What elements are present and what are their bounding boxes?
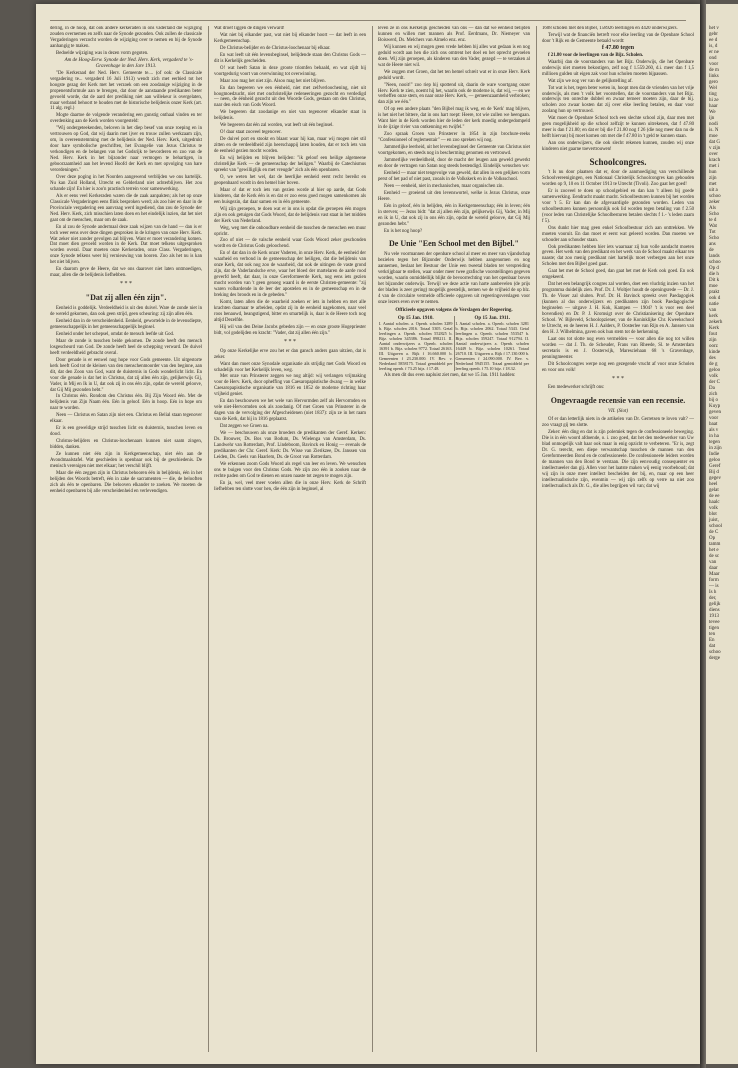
paragraph: Wat zijn we nog ver van de gelijkstelling af.	[548, 78, 633, 84]
amount-line: f 47.80 tegen	[601, 44, 635, 51]
adjacent-page-line: zekerh	[709, 320, 723, 325]
adjacent-page-line: voor	[709, 416, 719, 421]
paragraph: Op onze Kerkelijke erve zou het er dan gansch anders gaan uitzien, dat is zeker.	[214, 348, 366, 360]
adjacent-page-line: links	[709, 74, 719, 79]
table-row	[378, 321, 530, 371]
adjacent-page-line: We	[709, 110, 716, 115]
adjacent-page-line: geven	[709, 410, 721, 415]
paragraph: O! wat heeft Satan in deze groote triomfen behaald, en wat zijdt hij voortgedurig voort van overwinning tot overwinning.	[214, 65, 366, 77]
adjacent-page-line: in zijn	[709, 446, 722, 451]
paragraph: Nu vele voormannen der openbare school al meer en meer van vijandschap bezielen tegen het Bijzonder Onderwijs hebben aangenomen en nog aannemen, beslaat het Bestuur der Unie een tweetal bladen ter verspreiding verkrijgbaar te stellen, waar onder meer twee grafische voorstellingen gegeven worden, waarin onmiddellijk blijkt de bevoorrechting van het openbaar boven het bijzonder onderwijs. Terwijl we deze actie van harte aanbevelen (de prijs der bladen is zeer gering) mogelijk geestelijk, nemen we de vrijheid de op blz. 4 van de circulaire vermelde officieele opgaven uit regeeringsverslagen voor onze lezers even over te nemen.	[378, 252, 530, 306]
adjacent-page-line: form	[709, 578, 719, 583]
paragraph: En wat leeft uit één levensbeginsel, belijdende staan den Christus Gods — dit is Kerkelijk gescheiden.	[214, 52, 366, 64]
paragraph: Maar die één zeggen zijn in Christus behooren één in belijdenis, één in het belijden des Woords betreft, één in zake de sacramenten — die, de belooften zich als één te openbaren. Die belooven elkander te zoeken. We moeten de eenheid openbaren bij alle verscheidenheid en verlevendigen.	[50, 470, 202, 494]
paragraph: "Wij ondergeteekenden, beloven in het diep besef van onze roeping en in vertrouwen op God, dat wij daarin met ijver en trouw zullen werkzaam zijn, om, in overeenstemming met de belijdenis der Ned. Herv. Kerk, uitgedrukt door hare symbolische geschriften, het Evangelie van Jezus Christus te verkondigen en de belangen van het Godsrijk te bevorderen en zoo van de Ned. Herv. Kerk in het bijzonder naar vermogen te behartigen, in geboorzaamheid aan het levend Hoofd der Kerk en met opvolging van hare verordeningen."	[50, 126, 202, 174]
adjacent-page-line: tevee	[709, 620, 720, 625]
paragraph: Wat moet de Openbare School toch een slechte school zijn, daar men met geen mogelijkheid op die school zelfzijt te kunnen uitrekenen, dat f 47.80 meer is dan f 21.80; en dat er bij die f 21.80 nog f 26 (die nog meer dan nu de helft hiervan) bij moet komen om met die f 47.80 in 't geld te kunnen staan.	[542, 116, 694, 140]
adjacent-page-line: tigen	[709, 626, 719, 631]
adjacent-page-line: Geref	[709, 464, 721, 469]
adjacent-page-line: schoo	[709, 650, 721, 655]
table-cell: I. Aantal scholen. a. Openb. scholen 3289 b. Bijz. scholen 2016. Totaal 5305. Getal leerlingen a. Openb. scholen 552825 b. Bijz. scholen 345386. Totaal 898211. II. Aantal onderwijzers a. Openb. scholen 16391 b. Bijz. scholen 9772. Totaal 26163. III. Uitgaven a. Rijk f 16.660.000 b. Gemeenten f 23.230.000. IV. Bev. v. Nederland 5858175. Totaal gemiddeld per leerling openb. f 73.25 bijz. f 17.48.	[379, 320, 453, 371]
paragraph: Dat zeggen we Groen na.	[220, 424, 269, 430]
table-header: Op 15 Jan. 1910.	[378, 316, 454, 321]
column-4	[542, 26, 694, 1052]
adjacent-page-line: ond	[709, 56, 717, 61]
adjacent-page-line: gelijk	[709, 602, 721, 607]
paragraph: Terwijl wat de financiën betreft voor elke leerling van de Openbare School door 't Rijk en de Gemeente betaald wordt:	[542, 32, 694, 44]
adjacent-page-line: lands	[709, 254, 720, 259]
adjacent-page-line: kinde	[709, 350, 721, 355]
paragraph: En ja, wel, veel meer voelen allen die in onze Herv. Kerk de Schrift liefhebben ten slotte voor hen, die één zijn in beginsel, al	[214, 480, 366, 492]
paragraph: Gaat het met de School goed, dan gaat het met de Kerk ook goed. En ook omgekeerd.	[542, 269, 694, 281]
adjacent-page-line: Scho	[709, 236, 719, 241]
table-caption: Officieele opgaven volgens de Verslagen der Regeering.	[395, 308, 513, 314]
adjacent-page-line: moe	[709, 284, 718, 289]
adjacent-page-line: Kuyp	[709, 404, 721, 409]
adjacent-page-line: prakt	[709, 290, 720, 295]
adjacent-page-line: het v	[709, 26, 719, 31]
adjacent-page-line: is. N	[709, 128, 719, 133]
adjacent-page-line: des	[709, 356, 716, 361]
paragraph: Er is zooveel te doen op schoolgebied en dan kan 't alleen bij goede samenwerking. Eendracht maakt macht. Schoolbesturen kunnen bij het worden voor 't 5. Er kan dan de afgevaardigde gezonden worden. Leden van schoolbesturen kunnen persoonlijk ook lid worden tegen betaling van f 2.50 (voor leden van Christelijke Schoolbesturen betalen slechts f 1.- 's leden zaam f 5).	[542, 188, 694, 224]
paragraph: We — beschouwen als onze broeders de predikanten der Geref. Kerken: Ds. Brouwer, Ds. Bos van Bodum, Ds. Wielenga van Amsterdam, Ds. Landwehr van Rotterdam, Prof. Lindeboom, Bavinck en Honig — evenals de predikanten der Chr. Geref. Kerk: Ds. Wisse van Zierikzee, Ds. Janssen van Leiden, Ds. Geels van Haarlem, Ds. de Groot van Rotterdam.	[214, 431, 366, 460]
article-title: Schoolcongres.	[589, 157, 647, 168]
adjacent-page-line: haar	[709, 104, 718, 109]
newspaper-page	[36, 4, 700, 1064]
adjacent-page-line: gegev	[709, 476, 721, 481]
adjacent-page-line: heel	[709, 482, 718, 487]
adjacent-page-line: Tot	[709, 230, 716, 235]
paragraph: Eenheid — groeiend uit den levenswortel, welke is Jezus Christus, onze Heere.	[378, 190, 530, 202]
adjacent-page-line: volk	[709, 374, 718, 379]
column-1	[50, 26, 202, 1052]
adjacent-page-line: zich	[709, 392, 718, 397]
paragraph: dering, in de hoop, dat ook andere kerkeraden in ons vaderland die wijziging zouden overnemen en zelfs naar de Synode gezonden. Ook zullen de classicale Vergaderingen verzocht worden de wijziging over te nemen en bij de Synode aanhangig te maken.	[50, 26, 202, 49]
paragraph: Ook predikanten hebben hier iets waarnaar zij hun volle aandacht moeten geven. Het werk van den predikant en het werk van de School maakt elkaar ten naaste; dat zoo menig predikant niet hartelijk moet verbergen aan het onze Scholen met den Bijbel goed gaat.	[542, 244, 694, 268]
paragraph: Jammerlijke verdeeldheid, door de macht der leugen aan geweld gewerkt en door de vertragen van Satan nog steeds bestendigd. Eindelijk wenschen we:	[378, 158, 530, 169]
column-rule	[372, 26, 373, 1052]
adjacent-page-line: gebr	[709, 32, 718, 37]
adjacent-page-line: zijn	[709, 338, 717, 343]
paragraph: En o! dat dan in de Kerk onzer Vaderen, in onze Herv. Kerk, de eenheid der waarheid en verbond in de gemeenschap der heiligen, dat die belijdenis van onze Kerk, dat ook nog zoo de waarheid, dat ook de uitingen de vaste grond zijn, dat de Vaderlandsche erve, waar het bloed der martelaren de aarde rood geverfd heeft, dat daar, in onze Gereformeerde Kerk, nog eens iets gezien mocht worden van 't geen genoeg waard is de eerste Christen-gemeente: "zij waren volhardende in de leer der apostelen en in de gemeenschap en in de breking des broods en in de gebeden."	[214, 251, 366, 299]
adjacent-page-line: de g	[709, 362, 718, 367]
paragraph: En al zou de Synode andermaal deze zaak wijzen van de hand — dan is er toch weer eens over deze dingen gesproken in de kringen van onze Herv. Kerk. Wat zeker niet zonder gevolgen zal blijven. Want er moet verandering komen. Dat moet dien gevoeld worden in de Kerk. Dat moet telkens uitgesproken worden overal. Daar moeten onze Kerkeraden, onze Class. Vergaderingen, onze Synode telkens weer bij vernieuwing van hooren. Zoo als het nu is kan het niet blijven.	[50, 224, 202, 266]
paragraph: Wat droef liggen de dingen verward!	[214, 26, 285, 31]
paragraph: Wij zijn geroepen, te doen wat er in ons is opdat die geroepen één mogen zijn en ook getuigen dat Gods Woord, dat de belijdenis vast staat in het midden der Kerk van Nederland.	[214, 206, 366, 224]
adjacent-page-edge	[706, 4, 738, 1064]
column-rule	[536, 26, 537, 1052]
adjacent-page-line: Dit k	[709, 278, 720, 283]
paragraph: Eenheid — maar niet tengevolge van geweld, dat allen in een gelijken vorm perst of het pad of niet past, zooals in de Volkskerk en in de Volksschool.	[378, 170, 530, 182]
paragraph: Door genade is er eenwel nog hope voor Gods gemeente. Uit uitgestorte kerk heeft God tot de kleinen van den menschenmoorder van den beginne, aan dit, dat den Zoon van God, want de duisternis in Gods wonderlicht licht. En voor die genade is dat het in Christus, dat zij allen één zijn, gelijkerwijs Gij, Vader, in Mij en Ik in U, dat ook zij in ons één zijn, opdat de wereld geloove, dat Gij Mij gezonden hebt."	[50, 357, 202, 393]
paragraph: Zoo of niet — de valsche eenheid waar Gods Woord zeker geschonden wordt en de Christus Gods geloochend.	[214, 238, 366, 250]
adjacent-page-line: zeker	[709, 200, 720, 205]
paragraph: En dan beschouwen we het wele van Hervormden zelf als Hervormden en vele niet-Hervormden ook als zoodanig. Of met Groen van Prinsterer in de dagen van de vervolging der Afgescheidenen (niet 1837): zijn ze in het raam van de Kerk, dat hij in 1816 geplaatst.	[214, 399, 366, 423]
paragraph: Dit Schoolcongres werpe nog een gezegende vrucht af voor onze Scholen en voor ons volk!	[542, 361, 694, 373]
adjacent-page-line: natie	[709, 302, 719, 307]
paragraph: Of op een andere plaats "den Bijbel mag ik weg, en de 'Kerk' mag blijven, is het niet het bittere, dat in ons hart roept: Heere, tot wie zullen we heengaan. Want hier in de Kerk worden hier de leden der kerk moedig ondergedompeld in de ijzige rivier van ontkenning en twijfel."	[378, 107, 530, 131]
paragraph: Christus-belijders en Christus-loochenaars kunnen niet saam zingen, bidden, danken.	[50, 439, 202, 451]
paragraph: Over deze poging in het Noorden aangewend verblijden we ons hartelijk. Nu kan Zuid Holland, Utrecht en Gelderland niet achterblijven. Het zou schande zijn! En hier is zoo'n practisch terrein voor samenwerking.	[50, 174, 202, 192]
adjacent-page-line: geloo	[709, 368, 721, 373]
adjacent-page-line: gelat	[709, 488, 719, 493]
adjacent-page-line: die h	[709, 272, 719, 277]
adjacent-page-line: Wel	[709, 86, 717, 91]
paragraph: We begeeren dat zoodanige en niet van tegenover elkander staat in belijdenis.	[214, 110, 366, 122]
adjacent-page-line: ook d	[709, 296, 721, 301]
paragraph: Zoo spraak Groen van Prinsterer in 1854 in zijn brochure-reeks "Confessioneel of reglementair" — en zoo spreken wij nog.	[378, 132, 530, 144]
adjacent-page-line: gero	[709, 80, 718, 85]
adjacent-page-line: Indie	[709, 452, 720, 457]
adjacent-page-line: ee d	[709, 38, 718, 43]
adjacent-page-line: volk	[709, 506, 718, 511]
paragraph: Er is een geweldige strijd tusschen licht en duisternis, tusschen leven en dood.	[50, 426, 202, 438]
adjacent-page-line: blot	[709, 512, 717, 517]
adjacent-page-line: moe	[709, 134, 718, 139]
table-header: Op 15 Jan. 1911.	[474, 315, 510, 321]
paragraph: Met onze van Prinsterer zeggen we nog altijd: wij verlangen vrijmaking voor de Herv. Kerk, door opheffing van Caesaropapistische dwang — in welke Caesaropapistische organisatie van 1816 en 1852 de moderne richting haar vrijheid geniet.	[214, 374, 366, 398]
section-divider: * * *	[120, 281, 132, 288]
section-divider: * * *	[612, 375, 624, 382]
paragraph: In Christus één. Rondom den Christus één. Bij Zijn Woord één. Met de belijdenis van Zijn Naam één. Eén in geloof. Eén in hoop. Eén in hope om naar te worden.	[50, 394, 202, 412]
article-title: De Unie "Een School met den Bijbel."	[389, 239, 519, 249]
adjacent-page-line: is, d	[709, 44, 718, 49]
paragraph: O, we weten het wel, dat de heerlijke eenheid eerst recht bereikt en geopenbaard wordt in den hemel hier boven.	[214, 174, 366, 186]
adjacent-page-line: Maar	[709, 572, 720, 577]
adjacent-page-line: Op	[709, 536, 716, 541]
adjacent-page-line: van	[709, 560, 717, 565]
adjacent-page-line: nodi	[709, 122, 718, 127]
adjacent-page-line: der,	[709, 596, 717, 601]
adjacent-page-line: Op d	[709, 266, 719, 271]
adjacent-page-line: Is h	[709, 590, 717, 595]
adjacent-page-line: juist,	[709, 518, 719, 523]
paragraph: Bedoelde wijziging was in dezen vorm gegoten.	[56, 50, 149, 56]
paragraph: En is het nog hoop?	[384, 228, 423, 234]
adjacent-page-line: tegen	[709, 440, 720, 445]
adjacent-page-line: als v	[709, 428, 719, 433]
article-subtitle: VII. (Slot)	[608, 409, 628, 415]
adjacent-page-line: Als	[709, 206, 716, 211]
paragraph: Aan ons onderwijzers, die ook slecht rekenen kunnen, zouden wij onze kinderen niet gaarne toevertrouwen!	[542, 141, 694, 153]
paragraph: De duivel port en stookt en blaast waar hij kan, maar wij mogen niet stil zitten en de verdeeldheid zijn heerschappij laten houden, dat er toch iets van de eenheid gezien mocht worden.	[214, 137, 366, 155]
adjacent-page-line: derge	[709, 656, 721, 661]
paragraph: Of er dan letterlijk niets in de artikelen van Dr. Gerretsen te loven valt? — zoo vraagt gij ten slotte.	[542, 417, 694, 429]
paragraph: Een medewerker schrijft ons:	[548, 385, 605, 391]
paragraph: Als er eens veel Kerkeraden waren die de zaak aanpakten; als het op onze Classicale Vergaderingen eens flink besproken werd; als zoo hier en daar in de Provinciale vergadering een aanvraag werd ingediend, dan zou de Synode der Ned. Herv. Kerk, zich misschien laten doen en het eindelijk inzien, dat het niet gaat om de menschen, maar om de zaak.	[50, 193, 202, 223]
adjacent-page-line: bij o	[709, 398, 719, 403]
paragraph: Jammerlijke leerheid, uit het levensbeginsel der Gemeente van Christus niet voortgekomen, en steeds nog in bescherming genomen en vertrouwd.	[378, 145, 530, 157]
adjacent-page-line: ans	[709, 242, 716, 247]
paragraph: Mogte daartoe de volgende verandering een gunstig onthaal vinden en ter overdenking aan de Kerk worden voorgesteld:	[50, 113, 202, 125]
paragraph: Zeker: één ding en dat is zijn polemiek tegen de confessioneele beweging. Die is in één woord afdoende, o. i. zoo goed, dat het den medewerker van Uw blad onmogelijk valt haar ook maar in enig opzicht te verbeteren. "Er is, zegt Dr. G. terecht, een diepe verwantschap tusschen de mannen van den Gereformeerden Bond en de confessioneele. De confessioneele leiders worden de mannen van den Bond te verstaan. Die zijn eenvoudig consequenter en intellectueeler dan gij. Allen voor het laatste maken wij eenig voorbehoud; dat wij zijn in onze meer intellect bescheiden der bij, en, maar op een heer intellectualistische zijn, evenmin — wij zijn zelfs op verre na niet zoo intellectualisch als Dr. G., die alles begrijpen wil van; dat wij	[542, 430, 694, 489]
paragraph: En daarom geve de Heere, dat we ons daarover niet laten ontmoedigen, maar, allen die de belijdenis liefhebben.	[50, 267, 202, 279]
adjacent-page-line: — is	[709, 584, 719, 589]
adjacent-page-line: dat G	[709, 140, 720, 145]
adjacent-page-line: fout	[709, 332, 718, 337]
adjacent-page-line: hun	[709, 170, 717, 175]
article-title: Ongevraagde recensie van een recensie.	[550, 396, 686, 406]
paragraph: 1608 scholen met den Bijbel, 158926 leerlingen en 4420 onderwijzers.	[542, 26, 678, 31]
adjacent-page-line: Wat	[709, 224, 717, 229]
adjacent-page-line: Scho	[709, 212, 719, 217]
adjacent-page-line: over	[709, 152, 718, 157]
adjacent-page-line: te d	[709, 218, 717, 223]
adjacent-page-line: de ee	[709, 494, 720, 499]
adjacent-page-line: uit a	[709, 188, 718, 193]
adjacent-page-line: in ha	[709, 434, 719, 439]
adjacent-page-line: 1913	[709, 614, 719, 619]
adjacent-page-line: met	[709, 182, 717, 187]
paragraph: Als men dit dus even napluist ziet men, dat we 15 Jan. 1911 hadden:	[384, 372, 516, 378]
adjacent-page-line: geloo	[709, 458, 721, 463]
paragraph: We zoggen met Groen, dat het ten hemel schreit wat er in onze Herv. Kerk geduld wordt.	[378, 69, 530, 81]
adjacent-page-line: v zijn	[709, 146, 721, 151]
top-rule	[50, 20, 686, 21]
paragraph: "Neen, nooit!" zoo riep hij spottend uit, daarin de ware voortgang onzer Herv. Kerk te zien, noemt hij het, waarin ook de moderne is, dat wij, — en we verheffen onze stem, en naar onze Herv. Kerk, — gemeenzaamheid verbroken; dan zijn we één."	[378, 82, 530, 106]
paragraph: Weg, weg met die onhoudbare eenheid die tusschen de menschen een muur opricht.	[214, 225, 366, 237]
paragraph: Tot wat is het, tegen beter weten in, hoopt men dat de vrienden van het vrije onderwijs, als men 't volk het voorstellen, dat de voorstanders van het Bijz. onderwijs ten onrechte dubbel en zwaar terneer moeten zijn, daar de bij. scholen zoo zwaar kosten dat zij over elke leerling betalen, en daar voor zoolang hun op vertrouwd.	[542, 85, 694, 115]
adjacent-page-line: haalc	[709, 500, 720, 505]
paragraph: leven ze in ons Kerkelijk gescheiden van ons — dan dat we éénheid belijden kunnen en willen met mannen als Prof. Eerdmans, Dr. Niemeyer van Boiswerd, Ds. Melchers van Almelo enz. enz.	[378, 26, 530, 43]
adjacent-page-line: zijn	[709, 176, 717, 181]
paragraph: We begeeren dat één zal worden, wat leeft uit één beginsel.	[220, 123, 334, 129]
paragraph: Wij kunnen en wij mogen geen vrede hebben bij alles wat gedaan is en nog geduld wordt aan hen die zich ons omtrent het doel en het oprecht gevoelen doen. Wij zijn geroepen, als kinderen van den Vader, gezegd — te verzaken al wat de Heere niet wil.	[378, 44, 530, 68]
adjacent-page-line: de	[709, 248, 714, 253]
address-line: Am de Hoog-Eerw. Synode der Ned. Herv. Kerk, vergaderd te 's-Gravenhage in den Jare 1913.	[64, 57, 194, 69]
adjacent-page-line: diens	[709, 608, 720, 613]
adjacent-page-line: ting	[709, 92, 717, 97]
adjacent-page-line: oorz	[709, 344, 718, 349]
adjacent-page-line: Bij d	[709, 470, 719, 475]
paragraph: O! daar staat zooveel tegenover.	[220, 130, 282, 136]
paragraph: Eén in geloof, één in belijden, één in Kerkgemeenschap; één in leven; één in sterven; — Jezus bidt: "dat zij allen één zijn, gelijkerwijs Gij, Vader, in Mij en ik in U, dat ook zij in ons één zijn, opdat de wereld geloove, dat Gij Mij gezonden hebt."	[378, 203, 530, 227]
section-divider: * * *	[284, 338, 296, 345]
adjacent-page-line: daar	[709, 566, 718, 571]
adjacent-page-line: schoo	[709, 194, 721, 199]
adjacent-page-line: school	[709, 524, 723, 529]
paragraph: Ze kunnen niet één zijn in Kerkgemeenschap, niet één aan de Avondmaalstafel. Wat geschieden is openbaar ook bij de geschiedenis. De menisch verenigen niet met elkaar; het verschil blijft.	[50, 452, 202, 469]
paragraph: Eenheid dan in de verscheidenheid. Eenheid, gewortelde in de levensdiepte, gemeenschappelijk in het gemeenschappelijk beginsel.	[50, 319, 202, 330]
paragraph: Ons dunkt hier mag geen enkel Schoolbestuur zich aan onttrekken. We moeten vooruit. En dan moet er eerst wat geleerd worden. Dan moeten we schouder aan schouder staan.	[542, 225, 694, 243]
paragraph: We erkennen zoom Gods Woord als regel van leer en leven. We wenschen ons te buigen voor den Christus Gods. We zijn zoo één in zooken naar de rechte paden om God te dienen en onzen naaste tot zegen te mogen zijn.	[214, 461, 366, 479]
amount-line: f 21.80 voor de leerlingen van de Bijz. Scholen.	[548, 52, 644, 58]
paragraph: Maar zoo mag het niet zijn. Alsoo mag het niet blijven.	[220, 78, 326, 84]
adjacent-page-line: baat	[709, 422, 718, 427]
adjacent-page-line: voor	[709, 62, 719, 67]
adjacent-page-line: schoo	[709, 260, 721, 265]
paragraph: En dan begeeren we een éénheid, niet met zelfverloochening, niet uit hoogmoedzucht, niet met onchristelijke redeneeringen gezocht en verdedigd — neen, de éénheid gezocht uit den Woorde Gods, gestaan om den Christus, naar den eisch van Gods Woord.	[214, 85, 366, 109]
paragraph: Eenheid is goddelijk. Verdeeldheid is uit den duivel. Ware de zonde niet in de wereld gekomen, dan ook geen strijd, geen scheuring: zij zijn allen één.	[50, 306, 202, 318]
adjacent-page-line: der C	[709, 380, 720, 385]
adjacent-page-line: krach	[709, 158, 721, 163]
adjacent-page-line: En	[709, 638, 715, 643]
adjacent-page-line: tamm	[709, 542, 721, 547]
paragraph: Wat niet bij elkander past, wat niet bij elkander hoort — dat leeft in een Kerkgemeenschap.	[214, 32, 366, 44]
adjacent-page-line: de C	[709, 530, 719, 535]
paragraph: 't Is nu door plaatsen dat er, door de aanmoediging van verschillende Schoolvereenigingen, een Nationaal Christelijk Schoolcongres kan gehouden worden op 9, 10 en 11 October 1913 te Utrecht (Tivoli). Zoo gaat het goed!	[542, 170, 694, 187]
paragraph: Neen — eenheid, niet in mechanischen, maar organischen zin.	[384, 183, 504, 189]
adjacent-page-line: ten	[709, 632, 716, 637]
adjacent-page-line: Da	[709, 386, 715, 391]
paragraph: Neen — Christus en Satan zijn niet een. Christus en Belial staan tegenover elkaar.	[50, 413, 202, 425]
adjacent-page-line: met i	[709, 164, 720, 169]
adjacent-page-line: de sc	[709, 554, 720, 559]
paragraph: Maar de zonde is tusschen beide gekomen. De zonde heeft den mensch losgescheurd van God. De zonde heeft heel de schepping verward. De duivel heeft verdeeldheid gebracht overal.	[50, 338, 202, 356]
paragraph: Komt, laten allen die de waarheid zoeken er iets in hebben en met alle krachten daarnaar te arbeiden, opdat zij in de eenheid nagekomen, naar veel roos benauwd, beangstigend, bitter en smartelijk is, daar is de Heere toch nog altijd Dezelfde.	[214, 299, 366, 323]
paragraph: Waarbij dan de voorstanders van het Bijz. Onderwijs, die het Openbare onderwijs niet moeten bekostigen, zelf nog f 1.559.260, d.i. meer dan f 1,5 millioen gulden uit eigen zak voor hun scholen moeten bijpassen.	[542, 59, 694, 77]
adjacent-page-line: de m	[709, 68, 719, 73]
adjacent-page-line: het e	[709, 548, 719, 553]
adjacent-page-line: van	[709, 308, 717, 313]
paragraph: Want dan moet onze Synodale organisatie als strijdig met Gods Woord en schadelijk voor het Kerkelijk leven, weg.	[214, 361, 366, 373]
column-2	[214, 26, 366, 1052]
article-title: "Dat zij allen één zijn".	[85, 293, 167, 303]
adjacent-page-line: hi ze	[709, 98, 719, 103]
adjacent-page-line: Kerk	[709, 326, 719, 331]
adjacent-page-line: dat	[709, 644, 716, 649]
adjacent-page-line: ijn	[709, 116, 715, 121]
paragraph: "De Kerkeraad der Ned. Herv. Gemeente te.... (of ook: de Classicale vergadering te... vergaderd 16 Juli 1913) wendt zich met eerbied tot het hoogste gezag der Kerk met het verzoek om een zoodanige wijziging in de propenentsformule aan te brengen, dat door de aanstaande predikanten beter gevoeld worde, dat de aard der prediking niet aan willekeur is overgelaten, maar verband behoort te houden met de historische belijdenis onzer Kerk (art. 11 alg. regl.)	[50, 70, 202, 112]
statistics-table	[378, 316, 530, 371]
table-cell: I. Aantal scholen. a. Openb. scholen 3281 b. Bijz. scholen 2062. Totaal 5343. Getal leerlingen a. Openb. scholen 553547 b. Bijz. scholen 359247. Totaal 912794. II. Aantal onderwijzers a. Openb. scholen 16449 b. Bijz. scholen 10261. Totaal 26710. III. Uitgaven a. Rijk f 17.130.000 b. Gemeenten f 24.090.000. IV. Bev. v. Nederland 5945155. Totaal gemiddeld per leerling openb. f 75.10 bijz. f 18.32.	[455, 320, 529, 371]
paragraph: Hij wil van den Deine Jacobs gebeden zijn — en onze groote Hogepriester bidt, vol godelijden en kracht: "Vader, dat zij allen één zijn."	[214, 324, 366, 336]
paragraph: Laat ons tot slotte nog even vermelden — voor allen die nog tot willen worden — dat J. Th. de Scheuder, Frans van Rheede, Sl. te Amsterdam secretaris is en J. Oosterwijk, Maresciehaan 68 's Gravenhage, penningmeester.	[542, 336, 694, 360]
paragraph: De Christus-belijder en de Christus-loochenaar bij elkaar.	[220, 45, 331, 51]
adjacent-page-line: kerk	[709, 314, 718, 319]
column-3	[378, 26, 530, 1052]
paragraph: Dat het een belangrijk congres zal worden, doet een vluchtig inzien van het programma duidelijk zien. Prof. Dr. J. Woltjer houdt de openingsrede — Dr. J. Th. de Visser zal sluiten. Prof. Dr. H. Bavinck spreekt over Paedagogiek (kunnen al dus onderwijzers en predikanten zijn book Paedagogische beginselen — uitgave J. H. Kok, Kampen — 1904? 't is voor een deel bovendien) en Dr. P. J. Kromsigt over de Christianisering der Openbare School. W. Bijleveld, Schoolopziener, van de Koninklijke Chr. Kweekschool te Utrecht, en de heeren H. J. Aalders, P. Oosterlee van Rijn en A. Janssen van den H. J. Wilhelmina, gaven ook hun stem tot de herkenning.	[542, 282, 694, 335]
column-rule	[208, 26, 209, 1052]
paragraph: Eenheid onder het schepsel, omdat de mensch leefde uit God.	[56, 331, 175, 337]
paragraph: En wij belijden en blijven belijden: "ik geloof een heilige algemeene christelijke Kerk — de gemeenschap der heiligen." Waarbij de Catechismus spreekt van "gewilliglijk en met vreugde" zich als één openbaren.	[214, 156, 366, 173]
adjacent-page-line: er ne	[709, 50, 719, 55]
paragraph: Maar o! dat er toch iets van gezien worde al hier op aarde, dat Gods kinderen, dat de Kerk één is en dat er zoo eens goed mogen samenkomen als een huisgezin, dat daar samen en in één gemeente.	[214, 187, 366, 205]
